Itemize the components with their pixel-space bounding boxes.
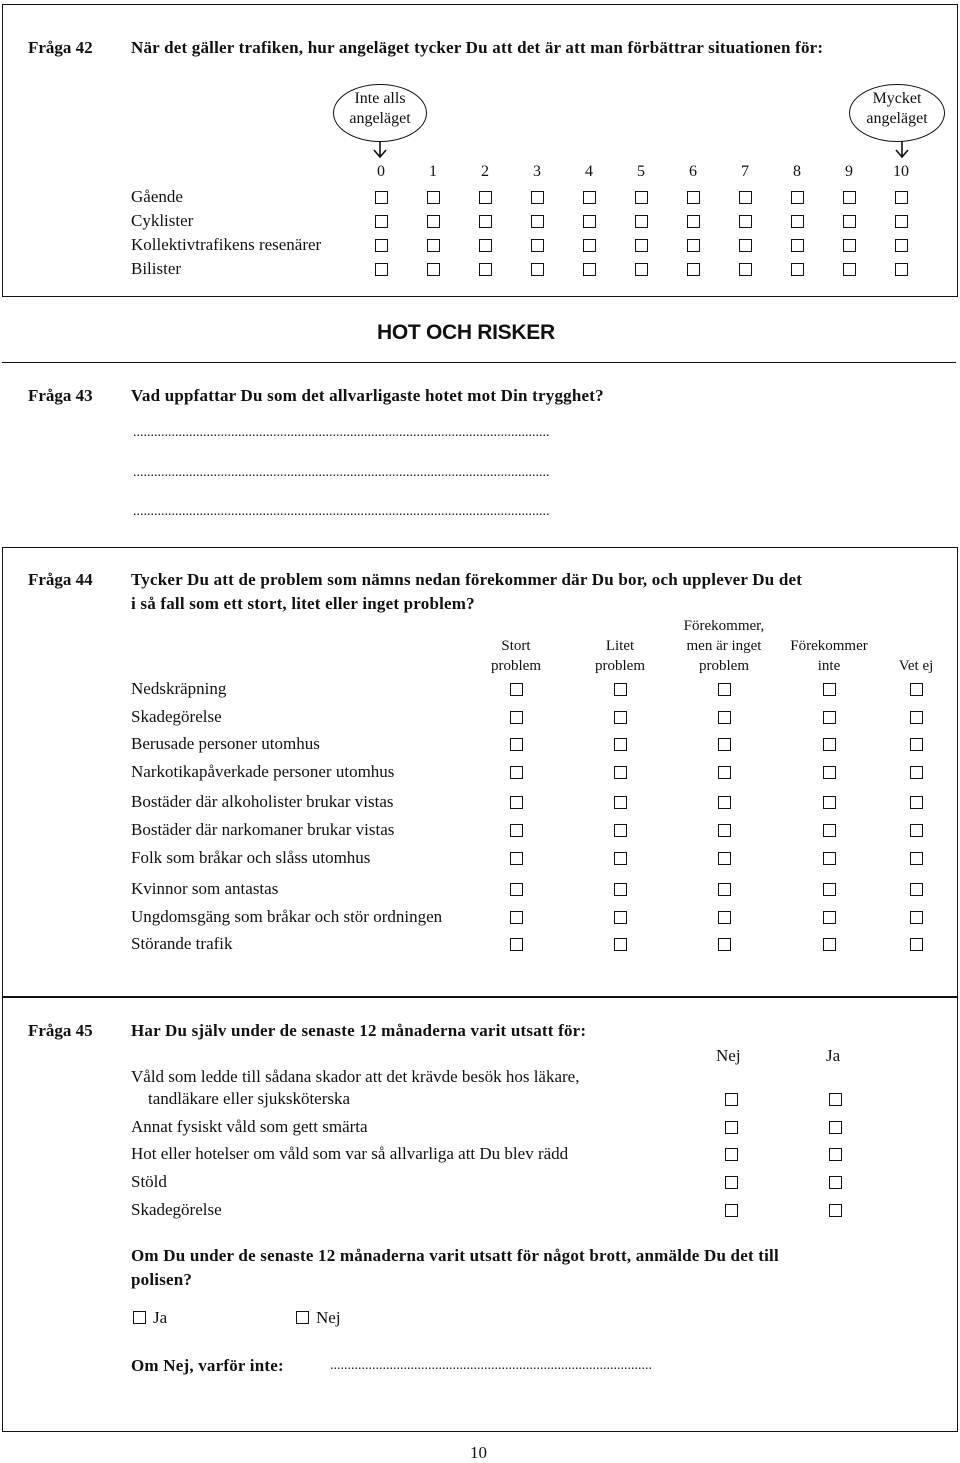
q44-item-label: Berusade personer utomhus xyxy=(131,734,320,753)
answer-checkbox[interactable] xyxy=(718,852,731,865)
answer-checkbox[interactable] xyxy=(725,1093,738,1106)
rating-checkbox[interactable] xyxy=(427,215,440,228)
rating-checkbox[interactable] xyxy=(583,191,596,204)
answer-checkbox[interactable] xyxy=(725,1121,738,1134)
answer-checkbox[interactable] xyxy=(510,796,523,809)
q45-number: Fråga 45 xyxy=(28,1021,93,1040)
rating-checkbox[interactable] xyxy=(531,263,544,276)
rating-checkbox[interactable] xyxy=(583,263,596,276)
rating-checkbox[interactable] xyxy=(427,191,440,204)
q44-number: Fråga 44 xyxy=(28,570,93,589)
rating-checkbox[interactable] xyxy=(635,191,648,204)
q42-item-label: Bilister xyxy=(131,259,182,278)
rating-checkbox[interactable] xyxy=(375,239,388,252)
arrow-down-icon xyxy=(894,140,910,160)
answer-checkbox[interactable] xyxy=(823,796,836,809)
rating-checkbox[interactable] xyxy=(895,215,908,228)
answer-checkbox[interactable] xyxy=(910,938,923,951)
q44-column-header-line: problem xyxy=(595,658,645,674)
rating-checkbox[interactable] xyxy=(791,191,804,204)
q45-item-label: Annat fysiskt våld som gett smärta xyxy=(131,1117,368,1136)
answer-checkbox[interactable] xyxy=(910,766,923,779)
scale-number: 6 xyxy=(689,163,697,180)
rating-checkbox[interactable] xyxy=(583,239,596,252)
scale-number: 10 xyxy=(893,163,909,180)
answer-checkbox[interactable] xyxy=(718,796,731,809)
answer-checkbox[interactable] xyxy=(910,796,923,809)
answer-checkbox[interactable] xyxy=(829,1204,842,1217)
scale-number: 2 xyxy=(481,163,489,180)
answer-checkbox[interactable] xyxy=(725,1148,738,1161)
rating-checkbox[interactable] xyxy=(843,191,856,204)
answer-checkbox[interactable] xyxy=(829,1121,842,1134)
q44-question-line1: Tycker Du att de problem som nämns nedan förekommer där Du bor, och upplever Du det xyxy=(131,570,803,589)
answer-checkbox[interactable] xyxy=(910,683,923,696)
answer-checkbox[interactable] xyxy=(614,796,627,809)
section-title: HOT OCH RISKER xyxy=(377,321,555,344)
q44-item-label: Störande trafik xyxy=(131,934,233,953)
answer-checkbox[interactable] xyxy=(614,938,627,951)
answer-checkbox[interactable] xyxy=(910,883,923,896)
answer-checkbox[interactable] xyxy=(823,911,836,924)
answer-checkbox[interactable] xyxy=(823,738,836,751)
rating-checkbox[interactable] xyxy=(739,263,752,276)
rating-checkbox[interactable] xyxy=(479,215,492,228)
answer-checkbox[interactable] xyxy=(510,766,523,779)
q44-column-header xyxy=(565,636,675,676)
q42-number: Fråga 42 xyxy=(28,38,93,57)
answer-checkbox[interactable] xyxy=(823,883,836,896)
rating-checkbox[interactable] xyxy=(843,215,856,228)
answer-checkbox[interactable] xyxy=(823,824,836,837)
rating-checkbox[interactable] xyxy=(583,215,596,228)
answer-checkbox[interactable] xyxy=(718,824,731,837)
rating-checkbox[interactable] xyxy=(479,239,492,252)
q42-item-label: Kollektivtrafikens resenärer xyxy=(131,235,322,254)
scale-number: 5 xyxy=(637,163,645,180)
answer-checkbox[interactable] xyxy=(718,938,731,951)
q45-item-label: Stöld xyxy=(131,1172,167,1191)
q44-item-label: Ungdomsgäng som bråkar och stör ordningen xyxy=(131,907,443,926)
answer-checkbox[interactable] xyxy=(718,766,731,779)
q44-column-header-line: Förekommer, xyxy=(683,618,765,634)
q44-column-header-line: Litet xyxy=(605,638,635,654)
q42-question: När det gäller trafiken, hur angeläget tycker Du att det är att man förbättrar situationen för: xyxy=(131,38,824,57)
q43-question: Vad uppfattar Du som det allvarligaste hotet mot Din trygghet? xyxy=(131,386,604,405)
q44-column-header-line: problem xyxy=(491,658,541,674)
answer-checkbox[interactable] xyxy=(510,852,523,865)
q45-item-label: Våld som ledde till sådana skador att det krävde besök hos läkare, xyxy=(131,1067,580,1086)
why-not-answer-line[interactable]: ............................................................................................ xyxy=(330,1358,652,1373)
answer-checkbox[interactable] xyxy=(823,938,836,951)
answer-checkbox[interactable] xyxy=(718,711,731,724)
rating-checkbox[interactable] xyxy=(739,215,752,228)
answer-checkbox[interactable] xyxy=(823,766,836,779)
rating-checkbox[interactable] xyxy=(375,215,388,228)
answer-checkbox[interactable] xyxy=(510,883,523,896)
rating-checkbox[interactable] xyxy=(791,263,804,276)
rating-checkbox[interactable] xyxy=(479,263,492,276)
answer-checkbox[interactable] xyxy=(614,911,627,924)
answer-checkbox[interactable] xyxy=(614,711,627,724)
q43-answer-line[interactable]: ....................................................................................................................... xyxy=(133,465,550,480)
q44-column-header-line: men är inget xyxy=(686,638,762,654)
answer-checkbox[interactable] xyxy=(510,683,523,696)
answer-checkbox[interactable] xyxy=(910,738,923,751)
q43-answer-line[interactable]: ....................................................................................................................... xyxy=(133,425,550,440)
rating-checkbox[interactable] xyxy=(895,263,908,276)
answer-checkbox[interactable] xyxy=(510,824,523,837)
answer-checkbox[interactable] xyxy=(718,883,731,896)
q44-column-header-line: problem xyxy=(699,658,749,674)
q44-column-header xyxy=(861,656,960,676)
q45-followup-line1: Om Du under de senaste 12 månaderna varit utsatt för något brott, anmälde Du det till xyxy=(131,1246,779,1265)
q45-item-label: Skadegörelse xyxy=(131,1200,222,1219)
q45-col-yes: Ja xyxy=(826,1046,841,1065)
rating-checkbox[interactable] xyxy=(375,191,388,204)
rating-checkbox[interactable] xyxy=(843,263,856,276)
q45-col-no: Nej xyxy=(716,1046,741,1065)
q44-item-label: Nedskräpning xyxy=(131,679,227,698)
q44-item-label: Folk som bråkar och slåss utomhus xyxy=(131,848,371,867)
q45-question: Har Du själv under de senaste 12 månaderna varit utsatt för: xyxy=(131,1021,587,1040)
section-divider xyxy=(2,362,956,363)
answer-checkbox[interactable] xyxy=(718,911,731,924)
q44-column-header-line: Stort xyxy=(501,638,531,654)
rating-checkbox[interactable] xyxy=(427,239,440,252)
rating-checkbox[interactable] xyxy=(635,263,648,276)
rating-checkbox[interactable] xyxy=(635,239,648,252)
rating-checkbox[interactable] xyxy=(375,263,388,276)
q43-answer-line[interactable]: ....................................................................................................................... xyxy=(133,504,550,519)
q44-column-header-line: Förekommer xyxy=(790,638,868,654)
q44-question-line2: i så fall som ett stort, litet eller inget problem? xyxy=(131,594,475,613)
answer-checkbox[interactable] xyxy=(829,1148,842,1161)
scale-high-label: Mycket angeläget xyxy=(849,84,945,142)
answer-checkbox[interactable] xyxy=(614,683,627,696)
answer-checkbox[interactable] xyxy=(614,766,627,779)
answer-checkbox[interactable] xyxy=(823,683,836,696)
answer-checkbox[interactable] xyxy=(910,824,923,837)
answer-checkbox[interactable] xyxy=(614,852,627,865)
q44-item-label: Skadegörelse xyxy=(131,707,222,726)
answer-checkbox[interactable] xyxy=(614,824,627,837)
q44-item-label: Bostäder där alkoholister brukar vistas xyxy=(131,792,394,811)
answer-checkbox[interactable] xyxy=(510,911,523,924)
q44-column-header xyxy=(669,616,779,676)
q44-column-header-line: Vet ej xyxy=(898,658,934,674)
scale-number: 7 xyxy=(741,163,749,180)
answer-checkbox[interactable] xyxy=(510,711,523,724)
q44-item-label: Kvinnor som antastas xyxy=(131,879,279,898)
answer-checkbox[interactable] xyxy=(829,1176,842,1189)
scale-low-label: Inte alls angeläget xyxy=(333,84,427,142)
answer-checkbox[interactable] xyxy=(823,711,836,724)
rating-checkbox[interactable] xyxy=(427,263,440,276)
answer-checkbox[interactable] xyxy=(614,738,627,751)
answer-checkbox[interactable] xyxy=(910,711,923,724)
q45-item-label: tandläkare eller sjuksköterska xyxy=(148,1089,351,1108)
answer-checkbox[interactable] xyxy=(510,938,523,951)
page-number: 10 xyxy=(470,1443,487,1462)
followup-yes-label: Ja xyxy=(153,1308,168,1327)
rating-checkbox[interactable] xyxy=(635,215,648,228)
rating-checkbox[interactable] xyxy=(843,239,856,252)
arrow-down-icon xyxy=(372,140,388,160)
scale-number: 8 xyxy=(793,163,801,180)
q44-item-label: Bostäder där narkomaner brukar vistas xyxy=(131,820,395,839)
rating-checkbox[interactable] xyxy=(739,239,752,252)
scale-number: 9 xyxy=(845,163,853,180)
rating-checkbox[interactable] xyxy=(479,191,492,204)
rating-checkbox[interactable] xyxy=(895,239,908,252)
q42-item-label: Gående xyxy=(131,187,183,206)
q45-followup-line2: polisen? xyxy=(131,1270,193,1289)
rating-checkbox[interactable] xyxy=(791,239,804,252)
rating-checkbox[interactable] xyxy=(687,191,700,204)
answer-checkbox[interactable] xyxy=(718,683,731,696)
rating-checkbox[interactable] xyxy=(687,239,700,252)
q44-column-header-line: inte xyxy=(817,658,841,674)
scale-number: 3 xyxy=(533,163,541,180)
rating-checkbox[interactable] xyxy=(531,215,544,228)
answer-checkbox[interactable] xyxy=(910,852,923,865)
q42-item-label: Cyklister xyxy=(131,211,194,230)
answer-checkbox[interactable] xyxy=(823,852,836,865)
rating-checkbox[interactable] xyxy=(895,191,908,204)
scale-number: 1 xyxy=(429,163,437,180)
q44-column-header xyxy=(461,636,571,676)
answer-checkbox[interactable] xyxy=(718,738,731,751)
rating-checkbox[interactable] xyxy=(687,263,700,276)
answer-checkbox[interactable] xyxy=(910,911,923,924)
why-not-label: Om Nej, varför inte: xyxy=(131,1356,284,1375)
followup-no-label: Nej xyxy=(316,1308,341,1327)
answer-checkbox[interactable] xyxy=(614,883,627,896)
followup-no-checkbox[interactable] xyxy=(296,1311,309,1324)
q44-item-label: Narkotikapåverkade personer utomhus xyxy=(131,762,395,781)
scale-number: 0 xyxy=(377,163,385,180)
rating-checkbox[interactable] xyxy=(531,239,544,252)
rating-checkbox[interactable] xyxy=(531,191,544,204)
answer-checkbox[interactable] xyxy=(725,1204,738,1217)
q45-item-label: Hot eller hotelser om våld som var så allvarliga att Du blev rädd xyxy=(131,1144,569,1163)
rating-checkbox[interactable] xyxy=(739,191,752,204)
followup-yes-checkbox[interactable] xyxy=(133,1311,146,1324)
rating-checkbox[interactable] xyxy=(791,215,804,228)
scale-number: 4 xyxy=(585,163,593,180)
answer-checkbox[interactable] xyxy=(725,1176,738,1189)
rating-checkbox[interactable] xyxy=(687,215,700,228)
answer-checkbox[interactable] xyxy=(510,738,523,751)
q43-number: Fråga 43 xyxy=(28,386,93,405)
answer-checkbox[interactable] xyxy=(829,1093,842,1106)
